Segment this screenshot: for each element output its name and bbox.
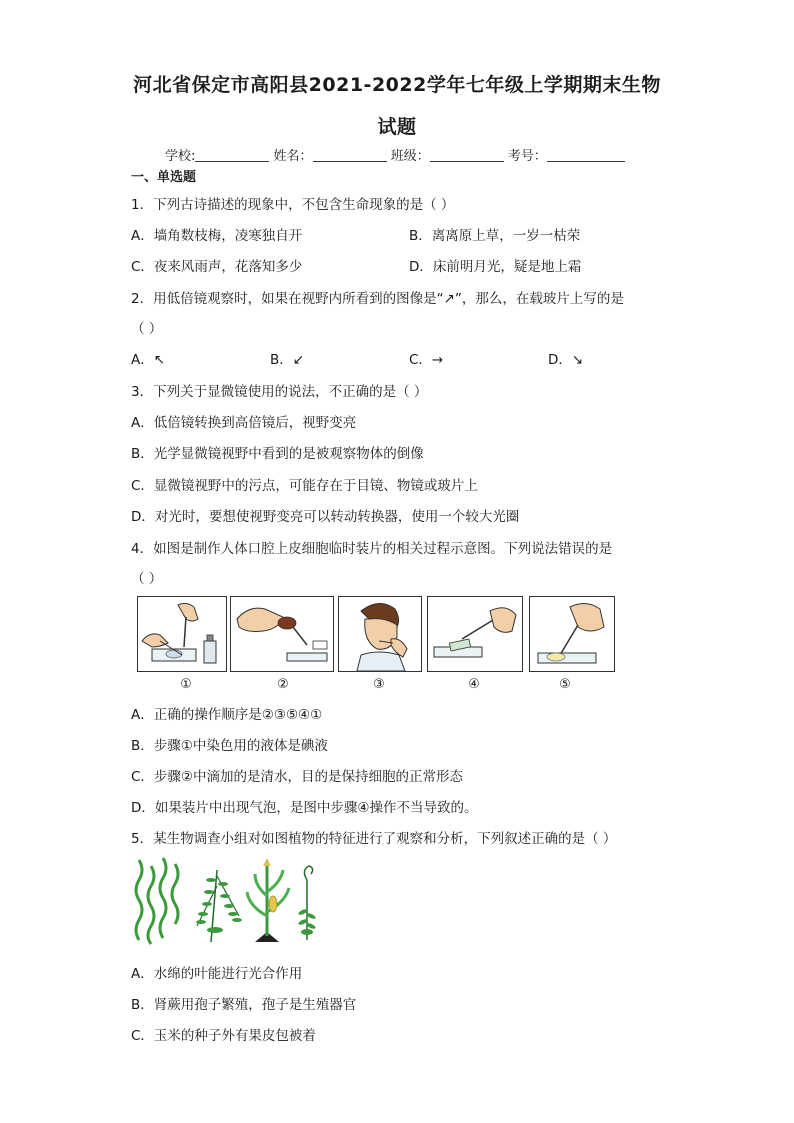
q4-option-c[interactable]: C．步骤②中滴加的是清水，目的是保持细胞的正常形态 xyxy=(131,769,464,785)
step-4-cover-glass-figure xyxy=(427,596,523,672)
q3-option-a[interactable]: A．低倍镜转换到高倍镜后，视野变亮 xyxy=(131,415,357,431)
figure-label-1: ① xyxy=(180,677,192,692)
name-label: 姓名： xyxy=(273,149,313,164)
class-blank[interactable] xyxy=(430,147,504,162)
q1-option-b[interactable]: B．离离原上草，一岁一枯荣 xyxy=(409,228,581,244)
name-blank[interactable] xyxy=(313,147,387,162)
number-blank[interactable] xyxy=(547,147,625,162)
q2-option-a[interactable]: A．↖ xyxy=(131,352,166,368)
question-3-stem: 3．下列关于显微镜使用的说法，不正确的是（ ） xyxy=(131,384,428,400)
q2-option-d[interactable]: D．↘ xyxy=(548,352,584,368)
question-2-options xyxy=(131,348,691,366)
step-5-smearing-figure xyxy=(529,596,615,672)
figure-label-5: ⑤ xyxy=(559,677,571,692)
page-title: 河北省保定市高阳县2021-2022学年七年级上学期期末生物 xyxy=(133,74,661,96)
question-2-stem: 2．用低倍镜观察时，如果在视野内所看到的图像是“↗”，那么，在载玻片上写的是 xyxy=(131,291,624,307)
question-5-stem: 5．某生物调查小组对如图植物的特征进行了观察和分析，下列叙述正确的是（ ） xyxy=(131,831,617,847)
school-label: 学校: xyxy=(165,149,196,164)
question-4-stem: 4．如图是制作人体口腔上皮细胞临时装片的相关过程示意图。下列说法错误的是 xyxy=(131,541,613,557)
step-2-dropping-figure xyxy=(230,596,334,672)
class-label: 班级： xyxy=(390,149,430,164)
figure-label-3: ③ xyxy=(373,677,385,692)
question-1-options-row2 xyxy=(131,255,691,273)
q4-option-d[interactable]: D．如果装片中出现气泡，是图中步骤④操作不当导致的。 xyxy=(131,800,478,816)
q3-option-d[interactable]: D．对光时，要想使视野变亮可以转动转换器，使用一个较大光圈 xyxy=(131,509,520,525)
q1-option-c[interactable]: C．夜来风雨声，花落知多少 xyxy=(131,259,303,275)
school-blank[interactable] xyxy=(195,147,269,162)
q1-option-a[interactable]: A．墙角数枝梅，凌寒独自开 xyxy=(131,228,303,244)
question-1-stem: 1．下列古诗描述的现象中，不包含生命现象的是（ ） xyxy=(131,197,455,213)
q2-option-c[interactable]: C．→ xyxy=(409,352,444,368)
q4-option-a[interactable]: A．正确的操作顺序是②③⑤④① xyxy=(131,707,323,723)
q5-option-b[interactable]: B．肾蕨用孢子繁殖，孢子是生殖器官 xyxy=(131,997,357,1013)
q1-option-d[interactable]: D．床前明月光，疑是地上霜 xyxy=(409,259,582,275)
question-1-options-row1 xyxy=(131,224,691,242)
q5-option-a[interactable]: A．水绵的叶能进行光合作用 xyxy=(131,966,303,982)
figure-label-2: ② xyxy=(277,677,289,692)
student-info-line xyxy=(165,145,625,164)
q3-option-c[interactable]: C．显微镜视野中的污点，可能存在于目镜、物镜或玻片上 xyxy=(131,478,478,494)
section-heading: 一、单选题 xyxy=(131,170,197,185)
q2-option-b[interactable]: B．↙ xyxy=(270,352,305,368)
step-3-scraping-figure xyxy=(338,596,422,672)
question-2-paren: （ ） xyxy=(131,321,163,337)
q5-option-c[interactable]: C．玉米的种子外有果皮包被着 xyxy=(131,1028,316,1044)
q4-option-b[interactable]: B．步骤①中染色用的液体是碘液 xyxy=(131,738,328,754)
number-label: 考号： xyxy=(507,149,547,164)
figure-label-4: ④ xyxy=(468,677,480,692)
plants-figure xyxy=(131,856,331,948)
page-title-line2: 试题 xyxy=(377,116,417,138)
q3-option-b[interactable]: B．光学显微镜视野中看到的是被观察物体的倒像 xyxy=(131,446,424,462)
question-4-paren: （ ） xyxy=(131,571,163,587)
step-1-staining-figure xyxy=(137,596,227,672)
